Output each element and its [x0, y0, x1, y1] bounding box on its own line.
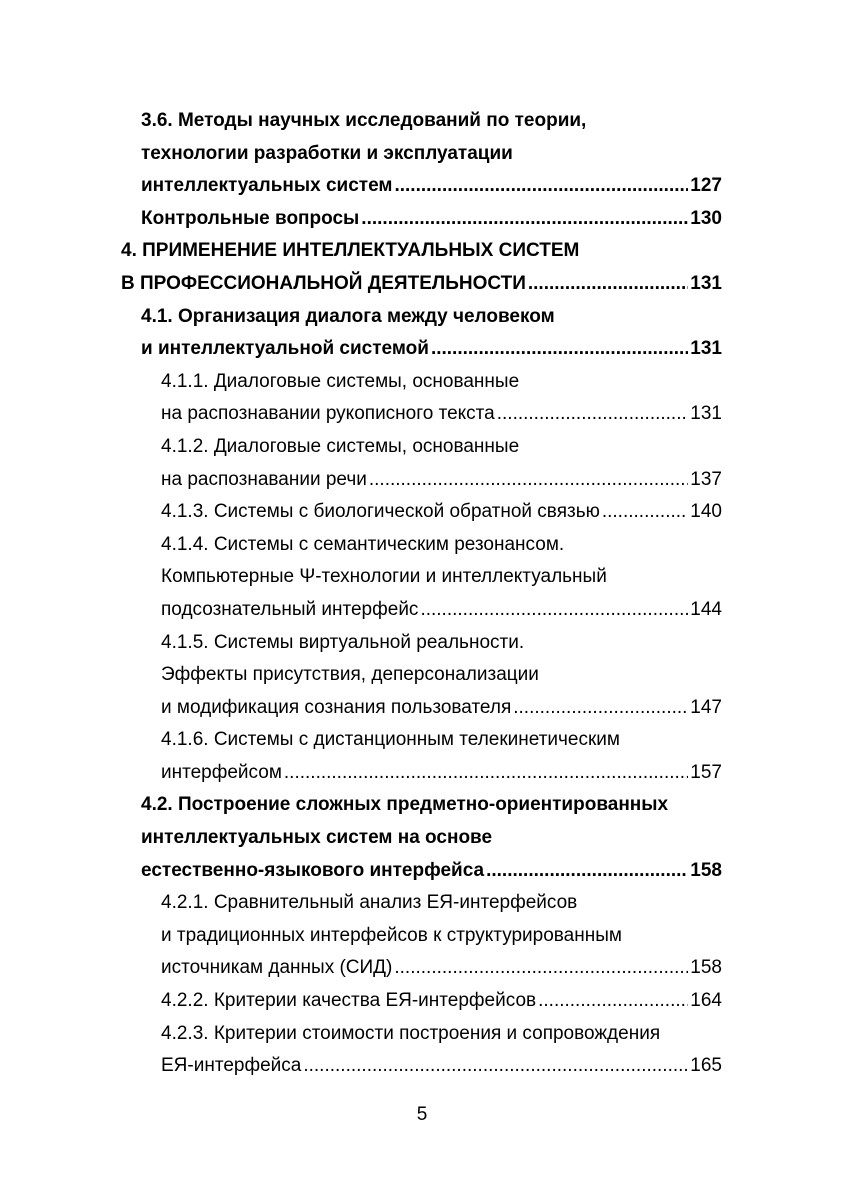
- toc-line: 4.1.6. Системы с дистанционным телекинетическим: [161, 729, 620, 751]
- dot-leader: [528, 268, 688, 301]
- toc-entry-4-1-4[interactable]: [0, 529, 844, 627]
- page-ref: 140: [690, 501, 722, 523]
- toc-entry-4-2-3[interactable]: [0, 1018, 844, 1083]
- toc-line-leader: [141, 170, 722, 203]
- dot-leader: [369, 464, 688, 497]
- toc-entry-4-1-6[interactable]: [0, 724, 844, 789]
- toc-title: В ПРОФЕССИОНАЛЬНОЙ ДЕЯТЕЛЬНОСТИ: [121, 272, 526, 294]
- toc-line-leader: [161, 464, 722, 497]
- toc-line-leader: [161, 496, 722, 529]
- toc-line: 3.6. Методы научных исследований по теории,: [141, 110, 587, 131]
- dot-leader: [420, 594, 688, 627]
- dot-leader: [486, 855, 688, 888]
- toc-line: и традиционных интерфейсов к структурированным: [161, 924, 622, 946]
- toc-entry-4-1-1[interactable]: [0, 366, 844, 431]
- page-ref: 131: [690, 272, 722, 294]
- toc-entry-control-questions[interactable]: [0, 203, 844, 236]
- dot-leader: [431, 333, 688, 366]
- toc-line: 4. ПРИМЕНЕНИЕ ИНТЕЛЛЕКТУАЛЬНЫХ СИСТЕМ: [121, 240, 580, 262]
- toc-title: и интеллектуальной системой: [141, 338, 429, 360]
- toc-entry-4-1-5[interactable]: [0, 627, 844, 725]
- page-ref: 131: [690, 338, 722, 360]
- page-ref: 130: [690, 207, 722, 229]
- page-ref: 157: [690, 761, 722, 783]
- dot-leader: [497, 398, 689, 431]
- toc-entry-4-2-1[interactable]: [0, 887, 844, 985]
- page-ref: 165: [690, 1055, 722, 1077]
- dot-leader: [303, 1050, 688, 1083]
- toc-line: 4.1.2. Диалоговые системы, основанные: [161, 435, 520, 457]
- toc-entry-4-2[interactable]: [0, 789, 844, 887]
- toc-title: и модификация сознания пользователя: [161, 696, 512, 718]
- toc-title: 4.1.3. Системы с биологической обратной связью: [161, 501, 600, 523]
- toc-title: на распознавании речи: [161, 468, 367, 490]
- toc-line-leader: [161, 692, 722, 725]
- page-ref: 147: [690, 696, 722, 718]
- toc-entry-chapter-4[interactable]: [0, 235, 844, 300]
- toc-title: источникам данных (СИД): [161, 957, 393, 979]
- toc-line: интеллектуальных систем на основе: [141, 827, 493, 849]
- toc-title: подсознательный интерфейс: [161, 598, 419, 620]
- toc-line: технологии разработки и эксплуатации: [141, 142, 513, 164]
- dot-leader: [513, 692, 688, 725]
- toc-title: естественно-языкового интерфейса: [141, 859, 485, 881]
- toc-line: Эффекты присутствия, деперсонализации: [161, 664, 539, 686]
- toc-title: ЕЯ-интерфейса: [161, 1055, 302, 1077]
- page-ref: 164: [690, 990, 722, 1012]
- dot-leader: [602, 496, 688, 529]
- toc-title: интерфейсом: [161, 761, 282, 783]
- page-ref: 144: [690, 598, 722, 620]
- toc-line-leader: [141, 855, 722, 888]
- toc-line: 4.1.4. Системы с семантическим резонансом.: [161, 533, 565, 555]
- toc-line-leader: [161, 398, 722, 431]
- toc-title: Контрольные вопросы: [141, 207, 360, 229]
- toc-line-leader: [121, 268, 722, 301]
- toc-entry-4-2-2[interactable]: [0, 985, 844, 1018]
- page-ref: 131: [690, 403, 722, 425]
- page-ref: 158: [690, 859, 722, 881]
- toc-title: на распознавании рукописного текста: [161, 403, 495, 425]
- toc-line: 4.2. Построение сложных предметно-ориентированных: [141, 794, 669, 816]
- dot-leader: [394, 952, 688, 985]
- toc-line: 4.2.3. Критерии стоимости построения и сопровождения: [161, 1022, 661, 1044]
- toc-title: 4.2.2. Критерии качества ЕЯ-интерфейсов: [161, 990, 537, 1012]
- dot-leader: [394, 170, 688, 203]
- toc-entry-4-1-2[interactable]: [0, 431, 844, 496]
- page-ref: 137: [690, 468, 722, 490]
- toc-title: интеллектуальных систем: [141, 175, 393, 197]
- page-number: 5: [416, 1104, 428, 1125]
- page-ref: 127: [690, 175, 722, 197]
- toc-entry-4-1-3[interactable]: [0, 496, 844, 529]
- toc-line: 4.2.1. Сравнительный анализ ЕЯ-интерфейсов: [161, 892, 578, 914]
- page-ref: 158: [690, 957, 722, 979]
- toc-line-leader: [141, 333, 722, 366]
- toc-entry-3-6[interactable]: [0, 105, 844, 203]
- toc-line: Компьютерные Ψ-технологии и интеллектуальный: [161, 566, 607, 588]
- dot-leader: [361, 203, 688, 236]
- toc-line: 4.1. Организация диалога между человеком: [141, 305, 555, 327]
- toc-line: 4.1.5. Системы виртуальной реальности.: [161, 631, 525, 653]
- dot-leader: [538, 985, 688, 1018]
- toc-line-leader: [161, 952, 722, 985]
- toc-line-leader: [161, 757, 722, 790]
- dot-leader: [284, 757, 688, 790]
- toc-line-leader: [161, 1050, 722, 1083]
- table-of-contents: [0, 105, 844, 1083]
- toc-line-leader: [161, 594, 722, 627]
- toc-line-leader: [141, 203, 722, 236]
- toc-line-leader: [161, 985, 722, 1018]
- toc-entry-4-1[interactable]: [0, 301, 844, 366]
- toc-line: 4.1.1. Диалоговые системы, основанные: [161, 370, 520, 392]
